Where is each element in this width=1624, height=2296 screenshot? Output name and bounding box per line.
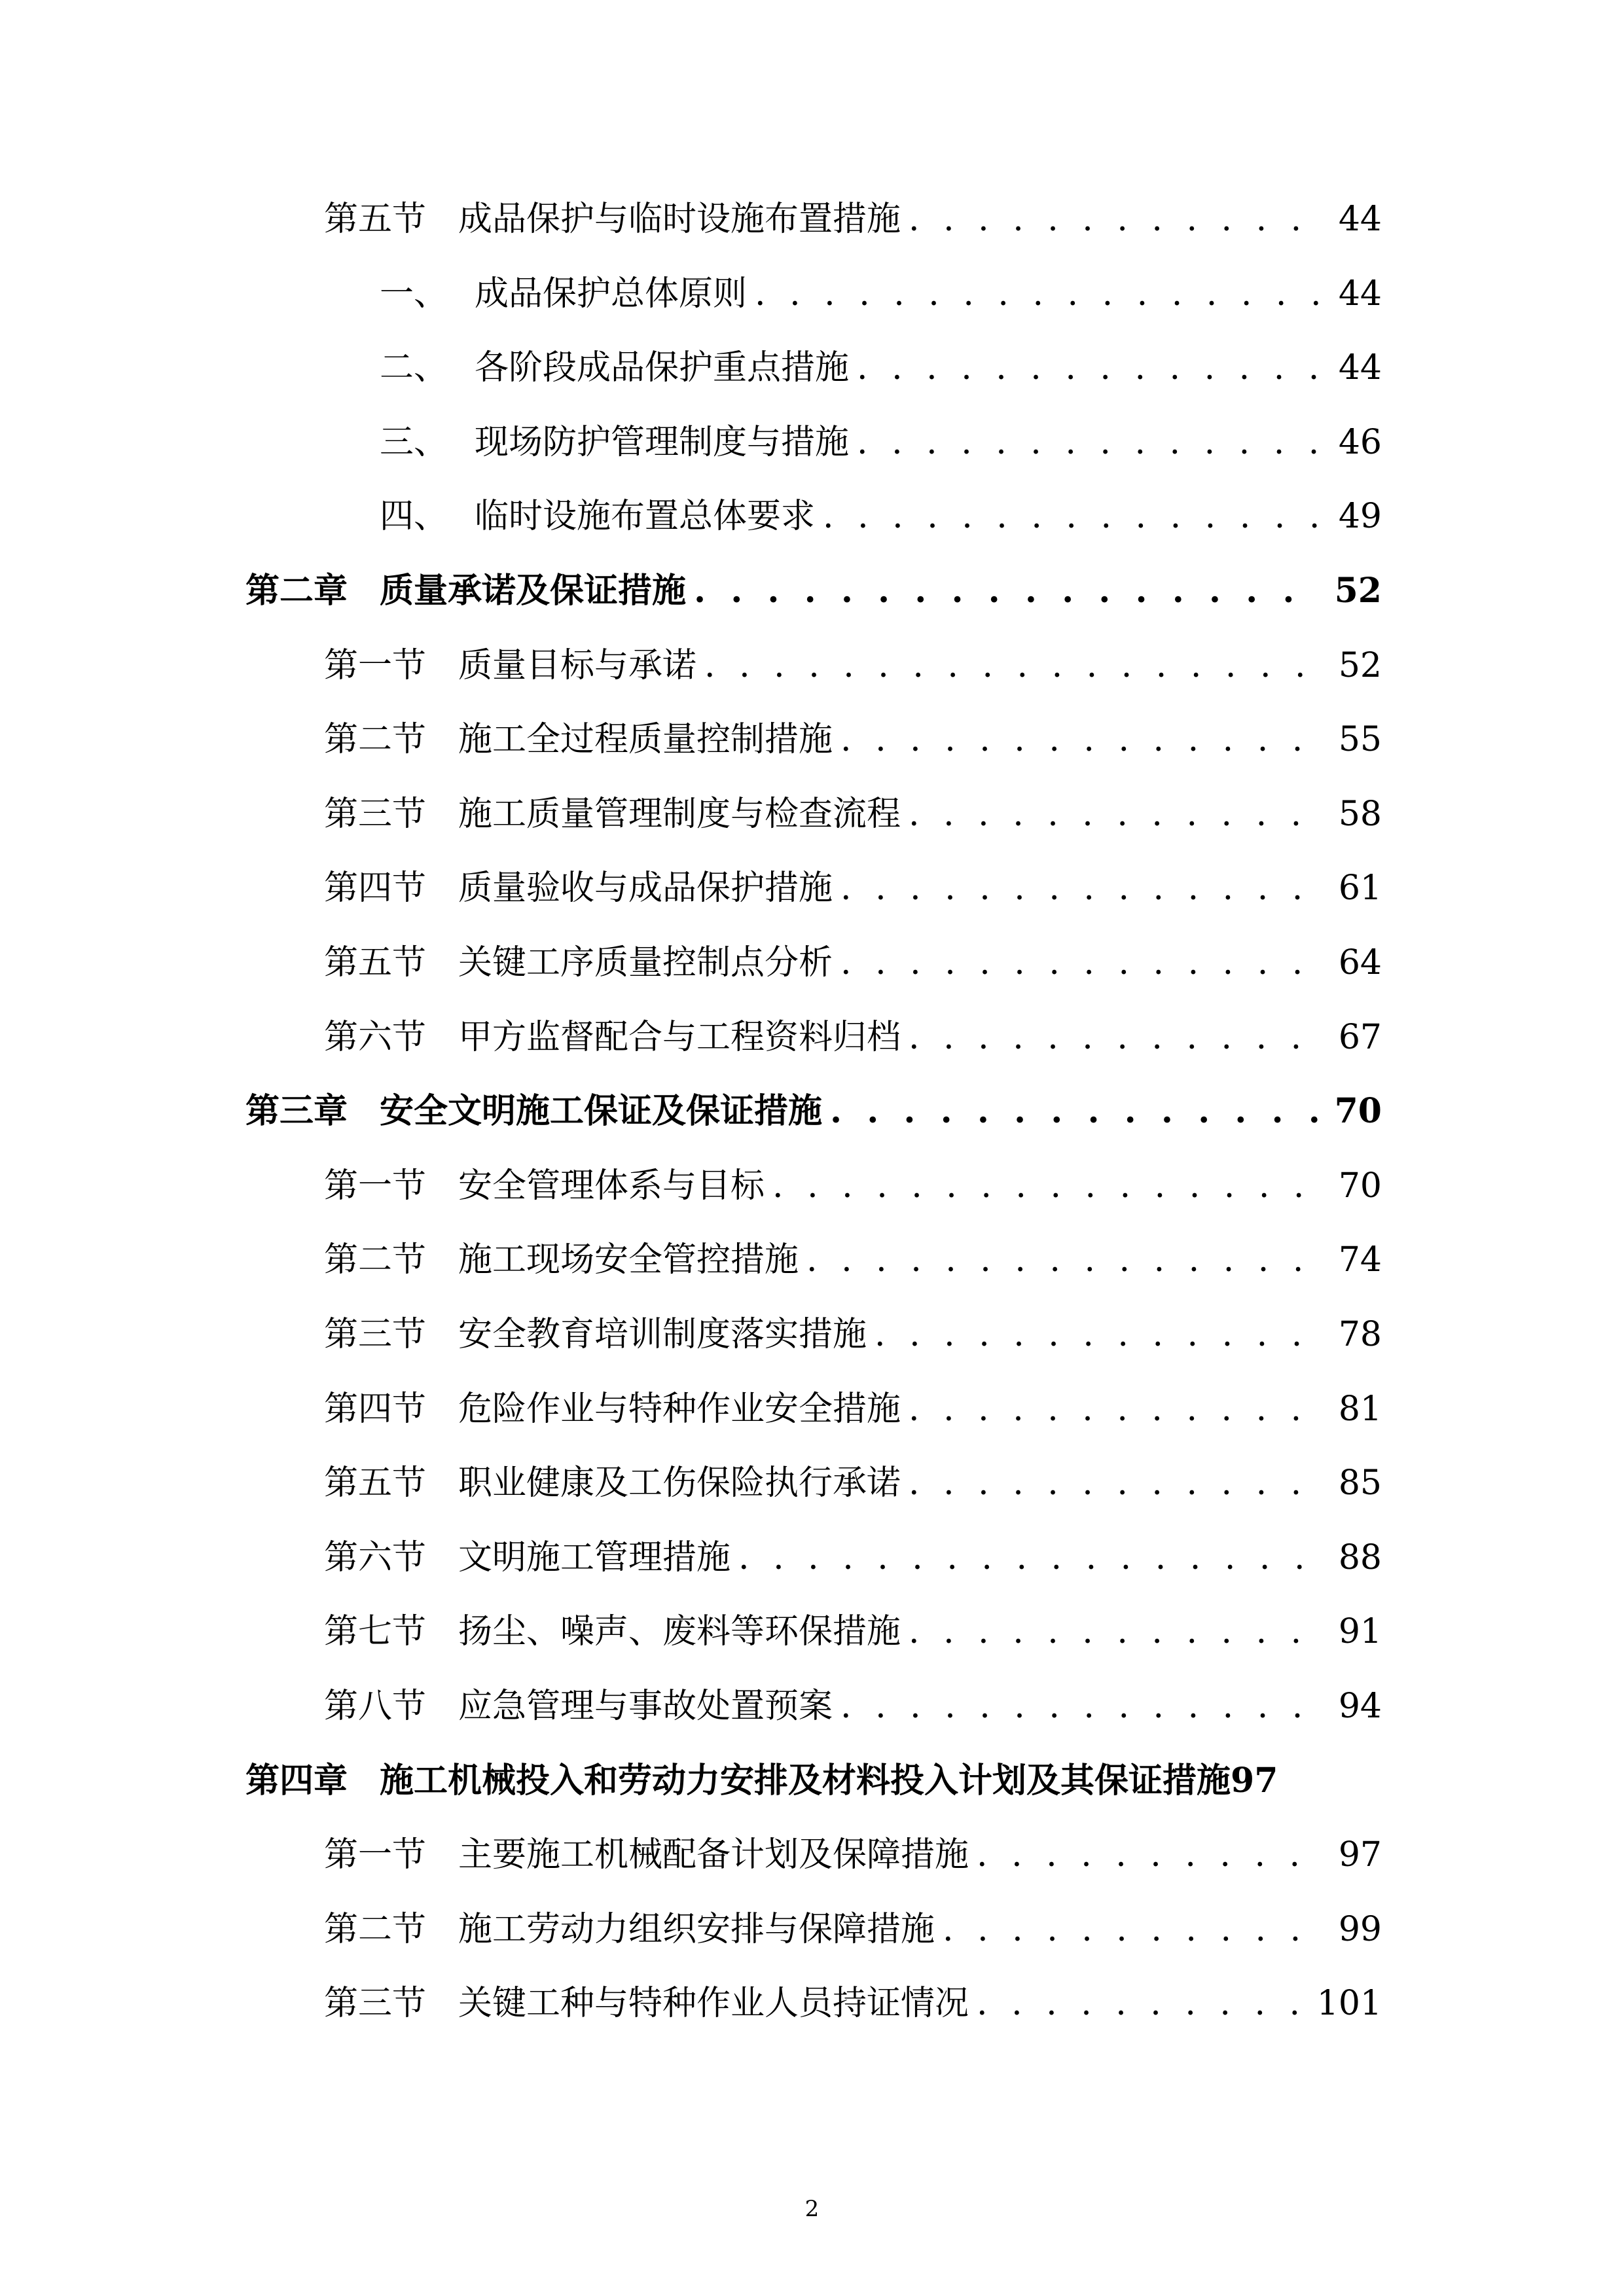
toc-section-entry[interactable] bbox=[324, 933, 1382, 992]
toc-entry-number: 第四章 bbox=[245, 1760, 348, 1801]
toc-entry-title: 施工机械投入和劳动力安排及材料投入计划及其保证措施 bbox=[380, 1760, 1231, 1801]
toc-entry-number: 第二节 bbox=[324, 1909, 427, 1949]
toc-entry-title: 施工全过程质量控制措施 bbox=[458, 720, 833, 760]
toc-chapter-entry[interactable] bbox=[245, 562, 1382, 620]
toc-entry-number: 二、 bbox=[380, 348, 448, 388]
toc-section-entry[interactable] bbox=[380, 487, 1382, 546]
toc-entry-title: 安全管理体系与目标 bbox=[458, 1166, 765, 1206]
toc-dot-leader bbox=[840, 859, 1324, 918]
toc-entry-number: 第三节 bbox=[324, 1315, 427, 1354]
toc-entry-page: 99 bbox=[1338, 1909, 1382, 1949]
toc-entry-title: 关键工种与特种作业人员持证情况 bbox=[458, 1984, 969, 2024]
page-number: 2 bbox=[804, 2196, 820, 2222]
toc-entry-page: 70 bbox=[1334, 1091, 1382, 1132]
toc-entry-title: 危险作业与特种作业安全措施 bbox=[458, 1389, 901, 1429]
toc-entry-title: 各阶段成品保护重点措施 bbox=[475, 348, 850, 388]
toc-entry-page: 55 bbox=[1338, 720, 1382, 760]
toc-chapter-entry[interactable] bbox=[245, 1082, 1382, 1141]
toc-entry-number: 第三节 bbox=[324, 794, 427, 834]
toc-dot-leader bbox=[977, 1974, 1303, 2033]
toc-entry-number: 第四节 bbox=[324, 869, 427, 908]
toc-dot-leader bbox=[909, 190, 1324, 249]
toc-section-entry[interactable] bbox=[324, 1900, 1382, 1959]
toc-section-entry[interactable] bbox=[324, 1974, 1382, 2033]
toc-section-entry[interactable] bbox=[324, 1677, 1382, 1736]
toc-section-entry[interactable] bbox=[324, 785, 1382, 844]
toc-entry-page: 74 bbox=[1338, 1240, 1382, 1280]
toc-dot-leader bbox=[738, 1528, 1324, 1587]
toc-dot-leader bbox=[875, 1305, 1324, 1364]
toc-dot-leader bbox=[977, 1825, 1324, 1884]
toc-entry-title: 施工现场安全管控措施 bbox=[458, 1240, 799, 1280]
toc-dot-leader bbox=[909, 1602, 1324, 1661]
toc-dot-leader bbox=[857, 413, 1324, 472]
toc-entry-number: 第三章 bbox=[245, 1091, 348, 1132]
toc-dot-leader bbox=[755, 264, 1324, 323]
toc-dot-leader bbox=[830, 1082, 1320, 1141]
toc-entry-title: 成品保护总体原则 bbox=[475, 274, 748, 314]
toc-section-entry[interactable] bbox=[324, 1157, 1382, 1215]
toc-dot-leader bbox=[840, 1677, 1324, 1736]
toc-dot-leader bbox=[694, 562, 1320, 620]
toc-entry-title: 职业健康及工伤保险执行承诺 bbox=[458, 1463, 901, 1503]
toc-entry-title: 安全教育培训制度落实措施 bbox=[458, 1315, 867, 1354]
toc-entry-page: 67 bbox=[1338, 1017, 1382, 1057]
toc-entry-number: 第二节 bbox=[324, 720, 427, 760]
toc-entry-page: 46 bbox=[1338, 422, 1382, 462]
toc-entry-page: 81 bbox=[1338, 1389, 1382, 1429]
toc-entry-page: 88 bbox=[1338, 1537, 1382, 1577]
toc-entry-title: 主要施工机械配备计划及保障措施 bbox=[458, 1835, 969, 1875]
toc-entry-title: 临时设施布置总体要求 bbox=[475, 497, 816, 537]
toc-entry-number: 第二节 bbox=[324, 1240, 427, 1280]
toc-dot-leader bbox=[772, 1157, 1324, 1215]
toc-entry-title: 安全文明施工保证及保证措施 bbox=[380, 1091, 823, 1132]
toc-entry-page: 44 bbox=[1338, 200, 1382, 239]
toc-section-entry[interactable] bbox=[324, 1825, 1382, 1884]
toc-entry-number: 第八节 bbox=[324, 1687, 427, 1726]
toc-dot-leader bbox=[909, 785, 1324, 844]
toc-entry-title: 文明施工管理措施 bbox=[458, 1537, 731, 1577]
toc-entry-page: 70 bbox=[1338, 1166, 1382, 1206]
toc-section-entry[interactable] bbox=[324, 1454, 1382, 1513]
toc-entry-page: 91 bbox=[1338, 1612, 1382, 1652]
toc-entry-number: 三、 bbox=[380, 422, 448, 462]
toc-entry-number: 第六节 bbox=[324, 1017, 427, 1057]
toc-entry-title: 质量目标与承诺 bbox=[458, 645, 697, 685]
toc-entry-number: 第四节 bbox=[324, 1389, 427, 1429]
toc-section-entry[interactable] bbox=[324, 1305, 1382, 1364]
toc-entry-title: 成品保护与临时设施布置措施 bbox=[458, 200, 901, 239]
toc-entry-title: 甲方监督配合与工程资料归档 bbox=[458, 1017, 901, 1057]
toc-entry-number: 第五节 bbox=[324, 1463, 427, 1503]
toc-entry-page: 78 bbox=[1338, 1315, 1382, 1354]
toc-entry-number: 第一节 bbox=[324, 1166, 427, 1206]
toc-entry-number: 第五节 bbox=[324, 943, 427, 982]
toc-entry-title: 质量验收与成品保护措施 bbox=[458, 869, 833, 908]
toc-section-entry[interactable] bbox=[380, 338, 1382, 397]
toc-chapter-entry[interactable] bbox=[245, 1751, 1382, 1810]
toc-section-entry[interactable] bbox=[324, 1008, 1382, 1067]
toc-entry-number: 四、 bbox=[380, 497, 448, 537]
toc-entry-page: 97 bbox=[1231, 1760, 1278, 1801]
toc-dot-leader bbox=[909, 1008, 1324, 1067]
toc-entry-page: 58 bbox=[1338, 794, 1382, 834]
toc-entry-number: 第一节 bbox=[324, 1835, 427, 1875]
toc-dot-leader bbox=[806, 1230, 1324, 1289]
toc-section-entry[interactable] bbox=[380, 264, 1382, 323]
toc-entry-page: 64 bbox=[1338, 943, 1382, 982]
toc-section-entry[interactable] bbox=[324, 636, 1382, 695]
toc-entry-title: 应急管理与事故处置预案 bbox=[458, 1687, 833, 1726]
toc-entry-title: 质量承诺及保证措施 bbox=[380, 571, 687, 611]
toc-entry-number: 第七节 bbox=[324, 1612, 427, 1652]
toc-dot-leader bbox=[909, 1380, 1324, 1439]
toc-dot-leader bbox=[704, 636, 1324, 695]
toc-entry-page: 52 bbox=[1338, 645, 1382, 685]
toc-entry-title: 施工质量管理制度与检查流程 bbox=[458, 794, 901, 834]
toc-section-entry[interactable] bbox=[324, 710, 1382, 769]
toc-section-entry[interactable] bbox=[324, 859, 1382, 918]
toc-section-entry[interactable] bbox=[324, 1230, 1382, 1289]
toc-entry-page: 52 bbox=[1334, 571, 1382, 611]
toc-entry-number: 第二章 bbox=[245, 571, 348, 611]
toc-dot-leader bbox=[840, 933, 1324, 992]
toc-entry-number: 第五节 bbox=[324, 200, 427, 239]
toc-entry-title: 现场防护管理制度与措施 bbox=[475, 422, 850, 462]
toc-entry-page: 44 bbox=[1338, 274, 1382, 314]
toc-dot-leader bbox=[857, 338, 1324, 397]
toc-entry-page: 85 bbox=[1338, 1463, 1382, 1503]
toc-entry-page: 101 bbox=[1316, 1984, 1382, 2024]
toc-entry-page: 49 bbox=[1338, 497, 1382, 537]
toc-entry-title: 施工劳动力组织安排与保障措施 bbox=[458, 1909, 935, 1949]
toc-entry-number: 第一节 bbox=[324, 645, 427, 685]
toc-section-entry[interactable] bbox=[324, 1528, 1382, 1587]
toc-section-entry[interactable] bbox=[324, 190, 1382, 249]
toc-dot-leader bbox=[943, 1900, 1324, 1959]
toc-section-entry[interactable] bbox=[380, 413, 1382, 472]
toc-section-entry[interactable] bbox=[324, 1380, 1382, 1439]
toc-entry-number: 第六节 bbox=[324, 1537, 427, 1577]
toc-entry-title: 关键工序质量控制点分析 bbox=[458, 943, 833, 982]
toc-entry-title: 扬尘、噪声、废料等环保措施 bbox=[458, 1612, 901, 1652]
toc-section-entry[interactable] bbox=[324, 1602, 1382, 1661]
toc-entry-page: 97 bbox=[1338, 1835, 1382, 1875]
toc-entry-page: 61 bbox=[1338, 869, 1382, 908]
toc-entry-number: 第三节 bbox=[324, 1984, 427, 2024]
toc-dot-leader bbox=[823, 487, 1324, 546]
toc-entry-number: 一、 bbox=[380, 274, 448, 314]
toc-dot-leader bbox=[840, 710, 1324, 769]
toc-dot-leader bbox=[909, 1454, 1324, 1513]
toc-entry-page: 94 bbox=[1338, 1687, 1382, 1726]
toc-entry-page: 44 bbox=[1338, 348, 1382, 388]
